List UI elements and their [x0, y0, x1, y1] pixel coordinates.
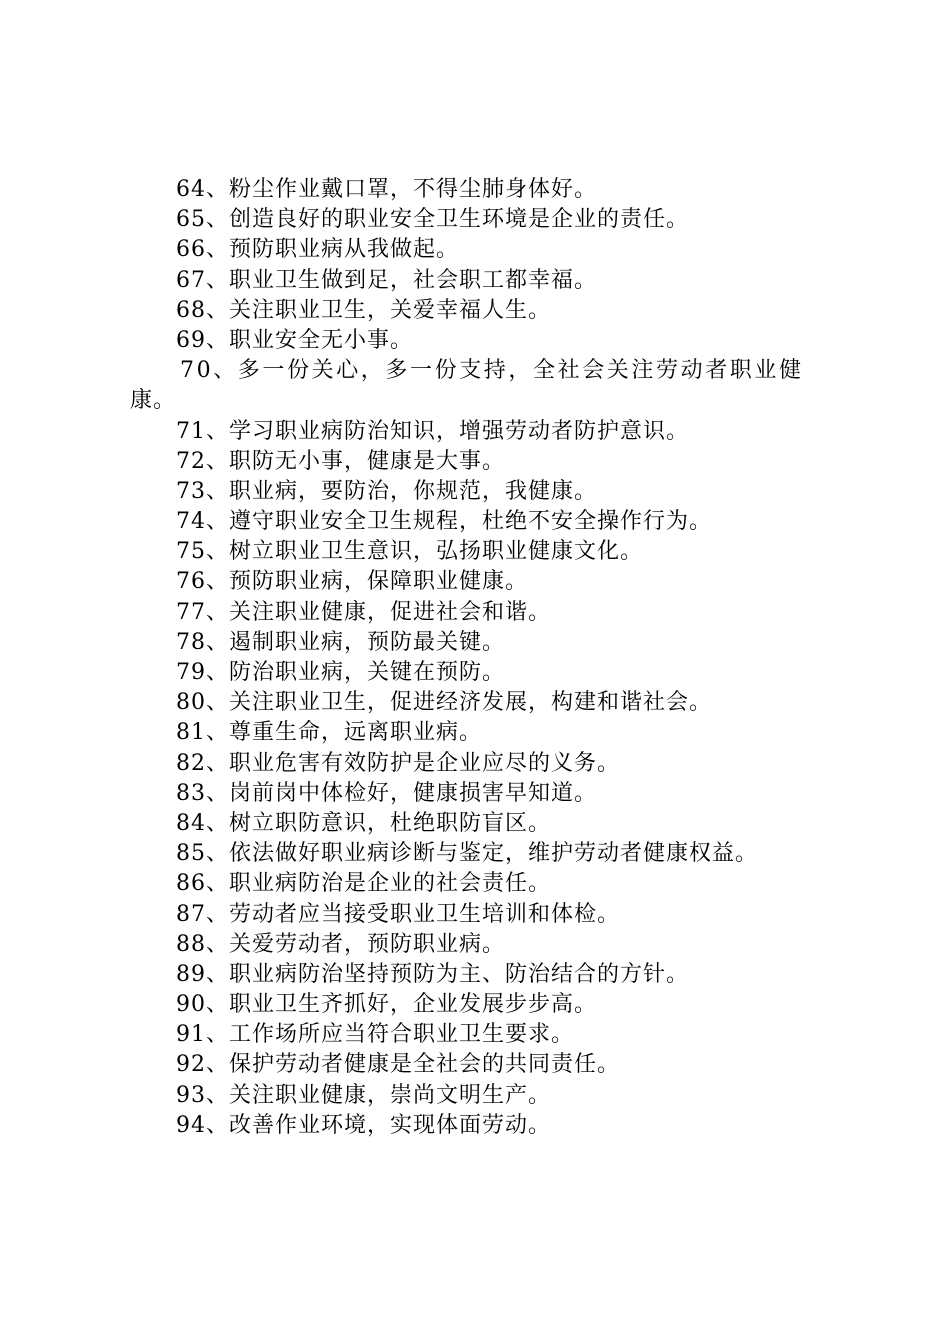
list-item: 78、遏制职业病，预防最关键。: [176, 629, 505, 655]
list-item: 64、粉尘作业戴口罩，不得尘肺身体好。: [176, 177, 597, 202]
list-item: 65、创造良好的职业安全卫生环境是企业的责任。: [176, 207, 689, 233]
list-item: 71、学习职业病防治知识，增强劳动者防护意识。: [176, 418, 689, 444]
list-item: 83、岗前岗中体检好，健康损害早知道。: [176, 780, 597, 806]
list-item: 73、职业病，要防治，你规范，我健康。: [176, 478, 597, 504]
list-item: 76、预防职业病，保障职业健康。: [176, 569, 528, 595]
list-item: 75、树立职业卫生意识，弘扬职业健康文化。: [176, 539, 643, 565]
list-item: 91、工作场所应当符合职业卫生要求。: [176, 1022, 574, 1048]
list-item: 81、尊重生命，远离职业病。: [176, 720, 482, 746]
list-item: 79、防治职业病，关键在预防。: [176, 660, 505, 685]
list-item: 66、预防职业病从我做起。: [176, 237, 459, 263]
list-item: 67、职业卫生做到足，社会职工都幸福。: [176, 267, 597, 293]
list-item: 82、职业危害有效防护是企业应尽的义务。: [176, 750, 620, 776]
list-item: 72、职防无小事，健康是大事。: [176, 448, 505, 474]
list-item: 94、改善作业环境，实现体面劳动。: [176, 1112, 551, 1138]
list-item: 80、关注职业卫生，促进经济发展，构建和谐社会。: [176, 690, 712, 716]
list-item: 90、职业卫生齐抓好，企业发展步步高。: [176, 992, 597, 1018]
list-item: 70、多一份关心，多一份支持，全社会关注劳动者职业健: [180, 358, 804, 384]
list-item: 74、遵守职业安全卫生规程，杜绝不安全操作行为。: [176, 509, 712, 535]
list-item: 89、职业病防治坚持预防为主、防治结合的方针。: [176, 961, 689, 987]
list-item: 92、保护劳动者健康是全社会的共同责任。: [176, 1052, 620, 1078]
list-item: 87、劳动者应当接受职业卫生培训和体检。: [176, 901, 620, 927]
list-item: 85、依法做好职业病诊断与鉴定，维护劳动者健康权益。: [176, 841, 758, 867]
list-item: 86、职业病防治是企业的社会责任。: [176, 871, 551, 897]
list-item: 84、树立职防意识，杜绝职防盲区。: [176, 810, 551, 836]
list-item: 88、关爱劳动者，预防职业病。: [176, 931, 505, 957]
list-item: 93、关注职业健康，崇尚文明生产。: [176, 1082, 551, 1108]
slogan-list: [130, 175, 830, 1141]
list-item: 69、职业安全无小事。: [176, 327, 413, 353]
list-item: 68、关注职业卫生，关爱幸福人生。: [176, 297, 551, 323]
list-item: 77、关注职业健康，促进社会和谐。: [176, 599, 551, 625]
list-item-continuation: 康。: [130, 388, 177, 414]
